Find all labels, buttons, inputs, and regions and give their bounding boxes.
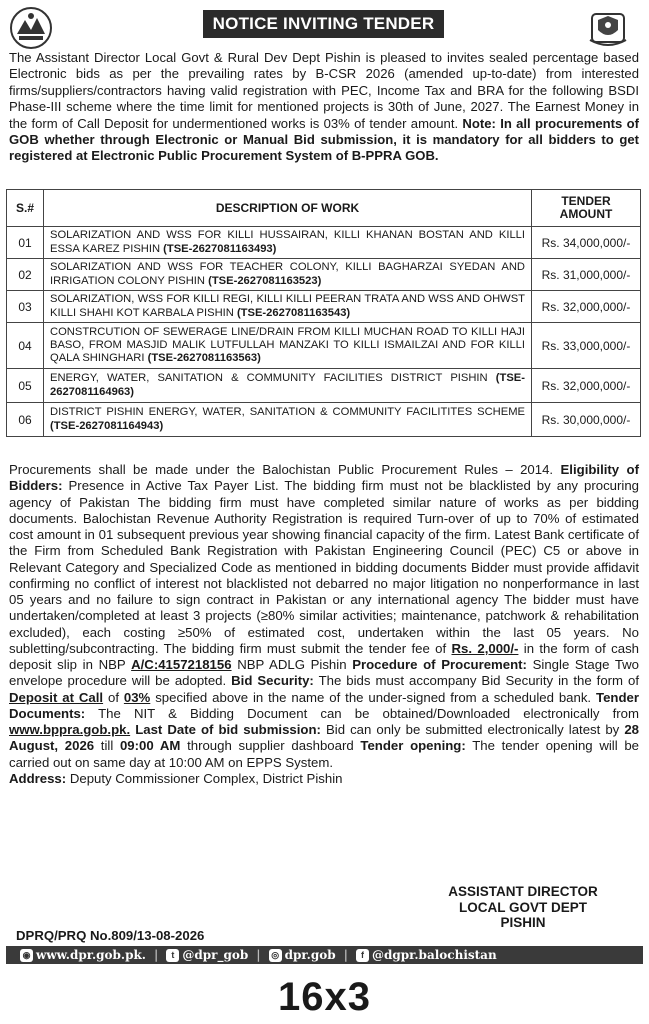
deposit-at-call: Deposit at Call xyxy=(9,689,104,705)
terms-text: The tender opening will be carried out on same day at 10:00 AM on EPPS System. xyxy=(9,738,639,770)
last-date-label: Last Date of bid submission: xyxy=(135,722,321,737)
row-sn: 03 xyxy=(7,291,44,323)
row-desc-text: SOLARIZATION AND WSS FOR KILLI HUSSAIRAN, KILLI KHANAN BOSTAN AND KILLI ESSA KAREZ PISHIN xyxy=(50,229,525,255)
table-header-row xyxy=(7,190,641,227)
footer-instagram-text: dpr.gob xyxy=(284,948,336,962)
terms-text: till xyxy=(94,738,120,754)
row-amount: Rs. 33,000,000/- xyxy=(532,323,641,369)
footer-twitter-text: @dpr_gob xyxy=(182,948,249,962)
row-sn: 06 xyxy=(7,403,44,437)
reference-number: DPRQ/PRQ No.809/13-08-2026 xyxy=(16,928,205,943)
signatory-location: PISHIN xyxy=(500,915,546,930)
row-description xyxy=(44,403,532,437)
ad-size-label: 16x3 xyxy=(278,975,371,1019)
facebook-icon: f xyxy=(356,949,369,962)
intro-note: Note: In all procurements of GOB whether through Electronic or Manual Bid submission, it is mandatory for all bidders to get registered at Electronic Public Procurement System of B-PPRA GOB. xyxy=(9,115,639,164)
row-desc-text: CONSTRCUTION OF SEWERAGE LINE/DRAIN FROM KILLI MUCHAN ROAD TO KILLI HAJI BASO, FROM MASJID MALIK LUTFULLAH MANZAKI TO KILLI ISMAILZAI AND FOR KILLI QALA SHINGHARI xyxy=(50,325,525,365)
bid-security-label: Bid Security: xyxy=(231,673,314,689)
signatory-department: LOCAL GOVT DEPT xyxy=(458,899,587,915)
terms-text: The NIT & Bidding Document can be obtained/Downloaded electronically from xyxy=(85,705,639,721)
row-sn: 05 xyxy=(7,369,44,403)
row-tse-code: (TSE-2627081163563) xyxy=(147,352,261,365)
table-row xyxy=(7,403,641,437)
terms-paragraph xyxy=(9,462,639,787)
table-row xyxy=(7,227,641,259)
header-description: DESCRIPTION OF WORK xyxy=(44,190,532,227)
footer-separator: | xyxy=(256,948,261,962)
row-amount: Rs. 34,000,000/- xyxy=(532,227,641,259)
row-amount: Rs. 31,000,000/- xyxy=(532,259,641,291)
instagram-icon: ◎ xyxy=(269,949,282,962)
row-desc-text: SOLARIZATION, WSS FOR KILLI REGI, KILLI KILLI PEERAN TRATA AND WSS AND OHWST KILLI SHAHI KOT KARBALA PISHIN xyxy=(50,293,525,319)
works-table xyxy=(6,189,641,437)
terms-text: NBP ADLG Pishin xyxy=(231,657,353,672)
terms-text: Procurements shall be made under the Balochistan Public Procurement Rules – 2014. xyxy=(9,462,561,477)
row-desc-text: ENERGY, WATER, SANITATION & COMMUNITY FACILITIES DISTRICT PISHIN xyxy=(50,372,496,385)
security-percentage: 03% xyxy=(123,689,151,705)
eligibility-label: Eligibility of Bidders: xyxy=(9,462,639,494)
footer-website-text: www.dpr.gob.pk. xyxy=(36,948,146,962)
submission-date: 28 August, 2026 xyxy=(9,722,639,754)
footer-facebook[interactable] xyxy=(356,946,497,964)
row-desc-text: SOLARIZATION AND WSS FOR TEACHER COLONY, KILLI BAGHARZAI SYEDAN AND IRRIGATION COLONY PISHIN xyxy=(50,261,525,287)
header-amount-text: TENDER AMOUNT xyxy=(559,194,613,221)
notice-title: NOTICE INVITING TENDER xyxy=(203,10,444,38)
row-amount: Rs. 32,000,000/- xyxy=(532,369,641,403)
row-sn: 02 xyxy=(7,259,44,291)
row-desc-text: DISTRICT PISHIN ENERGY, WATER, SANITATION & COMMUNITY FACILITITES SCHEME xyxy=(50,406,525,419)
tender-documents-label: Tender Documents: xyxy=(9,689,639,721)
row-tse-code: (TSE-2627081163493) xyxy=(163,242,277,255)
terms-text: Single Stage Two envelope procedure will be adopted. xyxy=(9,657,640,689)
address-text: Deputy Commissioner Complex, District Pishin xyxy=(66,770,343,786)
row-sn: 04 xyxy=(7,323,44,369)
footer-twitter[interactable] xyxy=(166,946,248,964)
tender-opening-label: Tender opening: xyxy=(360,738,466,754)
intro-text: The Assistant Director Local Govt & Rural Dev Dept Pishin is pleased to invites sealed percentage based Electronic bids as per the prevailing rates by B-CSR 2026 (amended up-to-date) from interested firms/suppliers/contractors having valid registration with PEC, Income Tax and BRA for the following BSDI Phase-III scheme where the time limit for mentioned projects is 30th of June, 2027. The Earnest Money in the form of Call Deposit for undermentioned works is 03% of tender amount. xyxy=(9,50,639,131)
terms-text: The bids must accompany Bid Security in the form of xyxy=(313,673,640,689)
row-tse-code: (TSE-2627081163543) xyxy=(236,306,351,319)
procedure-label: Procedure of Procurement: xyxy=(352,657,527,672)
dpr-logo-icon xyxy=(9,6,53,50)
table-row xyxy=(7,259,641,291)
footer-facebook-text: @dgpr.balochistan xyxy=(371,948,497,962)
terms-text: in the form of cash deposit slip in NBP xyxy=(9,640,640,672)
header-sn: S.# xyxy=(7,190,44,227)
footer-bar xyxy=(6,946,643,964)
row-description xyxy=(44,369,532,403)
government-crest-icon xyxy=(586,6,630,50)
signature-block xyxy=(412,884,634,931)
row-amount: Rs. 32,000,000/- xyxy=(532,291,641,323)
row-description xyxy=(44,291,532,323)
globe-icon: ◉ xyxy=(20,949,33,962)
intro-paragraph xyxy=(9,50,639,165)
row-description xyxy=(44,323,532,369)
terms-text: Bid can only be submitted electronically latest by xyxy=(320,722,625,737)
table-row xyxy=(7,369,641,403)
header-tender-amount xyxy=(532,190,641,227)
terms-text: specified above in the name of the under-signed from a scheduled bank. xyxy=(150,689,596,705)
row-description xyxy=(44,259,532,291)
row-sn: 01 xyxy=(7,227,44,259)
row-tse-code: (TSE-2627081164943) xyxy=(50,419,164,432)
twitter-icon: t xyxy=(166,949,179,962)
footer-instagram[interactable] xyxy=(269,946,336,964)
account-number: A/C:4157218156 xyxy=(131,657,232,672)
submission-time: 09:00 AM xyxy=(119,738,181,754)
tender-fee: Rs. 2,000/- xyxy=(451,640,519,656)
footer-separator: | xyxy=(154,948,159,962)
table-row xyxy=(7,323,641,369)
terms-text: through supplier dashboard xyxy=(180,738,361,754)
terms-text: of xyxy=(103,689,124,705)
terms-text: Presence in Active Tax Payer List. The bidding firm must not be blacklisted by any procuring agency of Pakistan The bidding firm must have completed similar nature of works as per bidding documents. Balochistan Revenue Authority Registration is required Turn-over of up to 70% of estimated cost amount in 01 subsequent previous year showing financial capacity of the firm. Latest Bank certificate of the Firm from Scheduled Bank Registration with Pakistan Engineering Council (PEC) C5 or above in Relevant Category and Specialized Code as mentioned in bidding documents Bidder must provide affidavit confirming no conflict of interest not blacklisted not debarred no major litigation no nonperformance in last 05 years and no failure to sign contract in Pakistan or any international agency The bidder must have undertaken/completed at least 3 projects (≥80% similar activities; maintenance, patchwork & rehabilitation excluded), each costing ≥50% of estimated cost, undertaken within the last 05 years. No subletting/subcontracting. The bidding firm must submit the tender fee of xyxy=(9,478,639,656)
table-row xyxy=(7,291,641,323)
bppra-website-link[interactable]: www.bppra.gob.pk. xyxy=(9,722,131,737)
footer-website[interactable] xyxy=(20,946,146,964)
row-tse-code: (TSE-2627081163523) xyxy=(208,274,322,287)
address-label: Address: xyxy=(9,770,67,786)
footer-separator: | xyxy=(343,948,348,962)
signatory-title: ASSISTANT DIRECTOR xyxy=(448,884,598,899)
row-tse-code: (TSE-2627081164963) xyxy=(50,372,525,398)
row-amount: Rs. 30,000,000/- xyxy=(532,403,641,437)
row-description xyxy=(44,227,532,259)
